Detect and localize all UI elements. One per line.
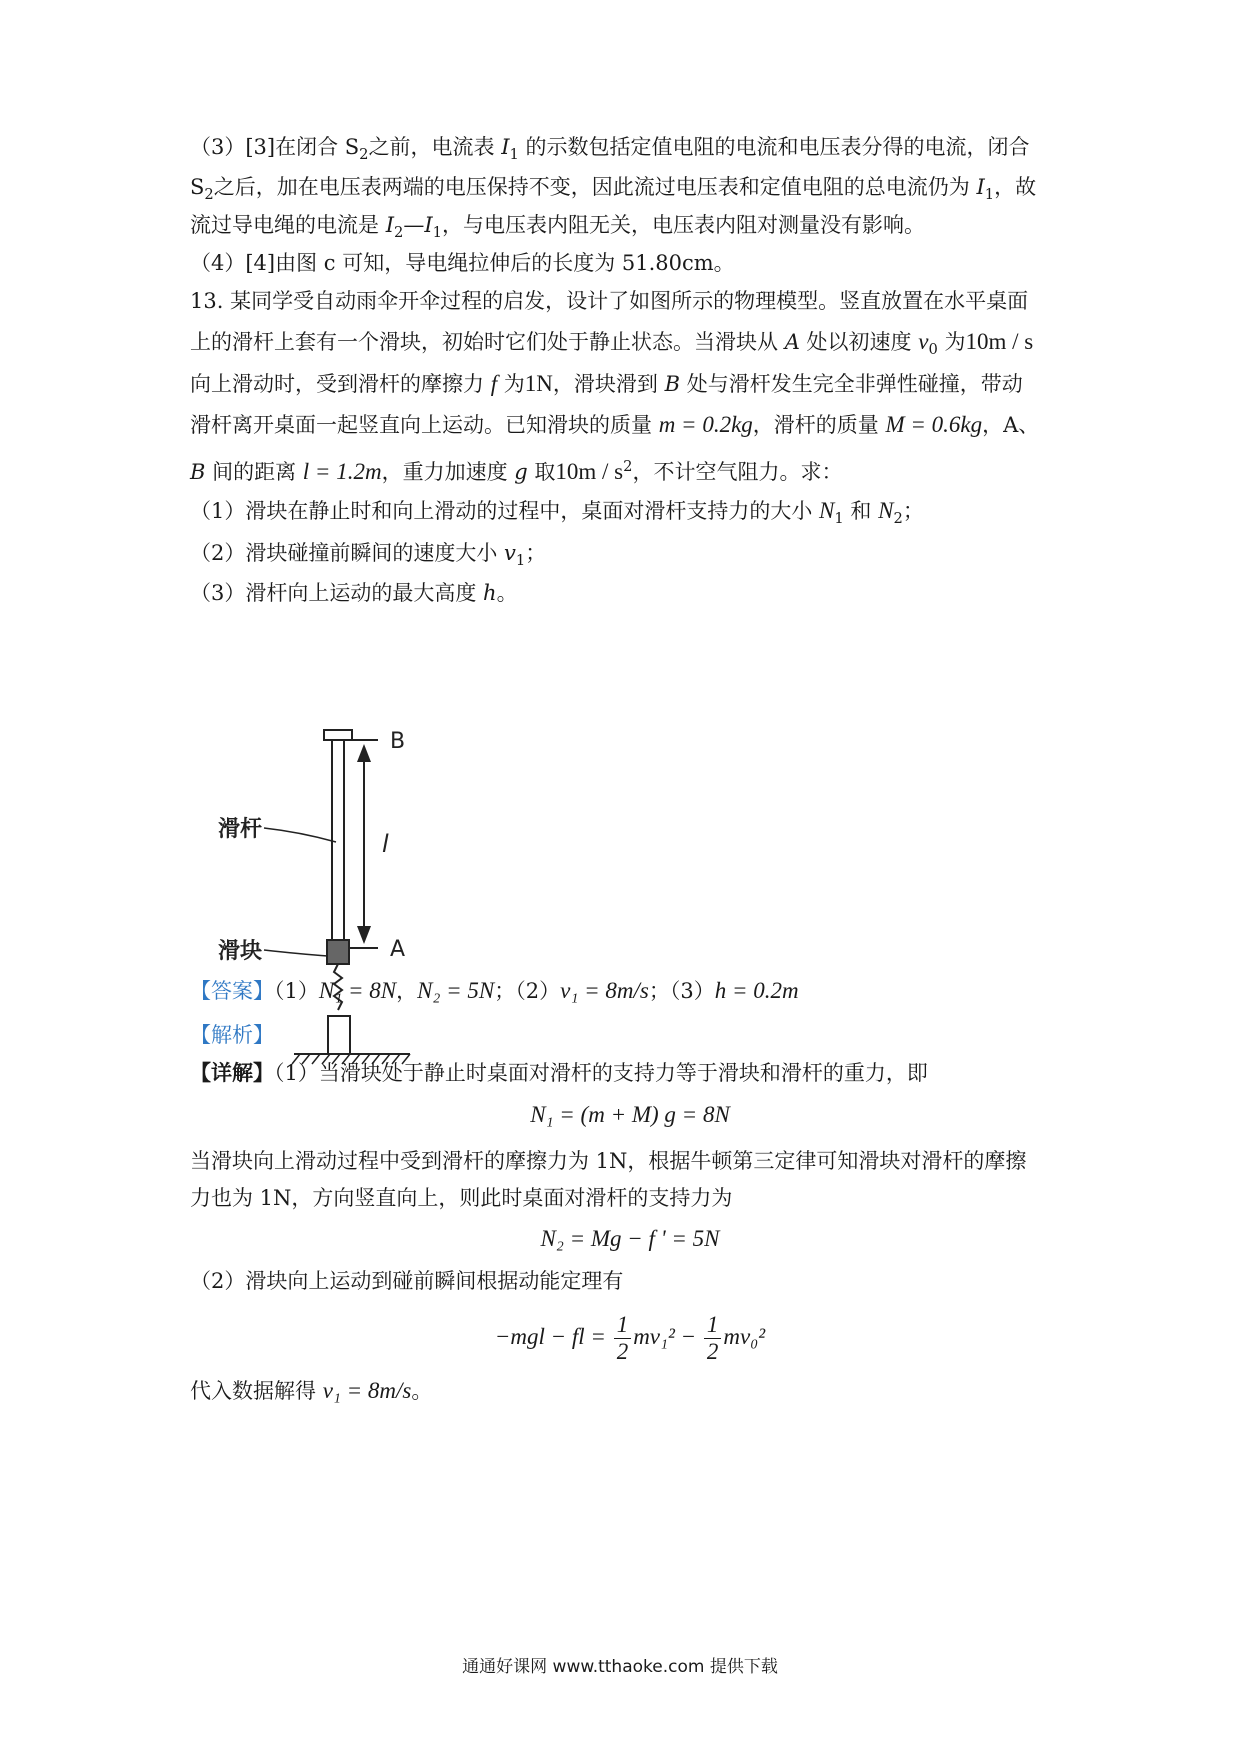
label-b: B bbox=[390, 729, 406, 754]
slider-block bbox=[327, 940, 349, 964]
q13-sub3: （3）滑杆向上运动的最大高度 h。 bbox=[190, 581, 518, 605]
prev-part3-line3: 流过导电绳的电流是 $I_2—I_1$，与电压表内阻无关，电压表内阻对测量没有影响。 bbox=[190, 213, 925, 242]
footer-watermark: 通通好课网 www.tthaoke.com 提供下载 bbox=[462, 1657, 778, 1677]
detail-line1: 【详解】（1）当滑块处于静止时桌面对滑杆的支持力等于滑块和滑杆的重力，即 bbox=[190, 1060, 928, 1085]
analysis-tag: 【解析】 bbox=[190, 1023, 274, 1047]
equation-1: N₁ = (m + M) g = 8N bbox=[530, 1102, 730, 1127]
answer-line: 【答案】（1）N₁ = 8N，N₂ = 5N；（2）v₁ = 8m/s；（3）h = 0.2m bbox=[190, 978, 799, 1003]
q13-line2: 上的滑杆上套有一个滑块，初始时它们处于静止状态。当滑块从 A 处以初速度 $v_0$ 为10m / s bbox=[190, 329, 1034, 359]
equation-2: N₂ = Mg − f ' = 5N bbox=[540, 1226, 720, 1251]
label-a: A bbox=[390, 937, 406, 962]
label-l: l bbox=[382, 830, 389, 858]
q13-line1: 13. 某同学受自动雨伞开伞过程的启发，设计了如图所示的物理模型。竖直放置在水平桌面 bbox=[190, 289, 1029, 313]
block-leader-line bbox=[264, 950, 328, 956]
q13-line3: 向上滑动时，受到滑杆的摩擦力 f 为1N，滑块滑到 B 处与滑杆发生完全非弹性碰撞，带动 bbox=[190, 371, 1023, 396]
fraction-half-2: $\frac{1}{2}$ bbox=[704, 1312, 722, 1365]
rod bbox=[332, 740, 344, 940]
rod-top-cap bbox=[324, 730, 352, 740]
detail-line5: 代入数据解得 v₁ = 8m/s。 bbox=[190, 1378, 433, 1403]
q13-line5: B 间的距离 l = 1.2m，重力加速度 g 取$10m / s^2$，不计空气阻力。求： bbox=[190, 458, 843, 484]
q13-line4: 滑杆离开桌面一起竖直向上运动。已知滑块的质量 m = 0.2kg，滑杆的质量 M = 0.6kg，A、 bbox=[190, 412, 1040, 437]
prev-part4-line: （4）[4]由图 c 可知，导电绳拉伸后的长度为 51.80cm。 bbox=[190, 251, 735, 275]
arrow-down-head bbox=[357, 926, 371, 944]
q13-sub2: （2）滑块碰撞前瞬间的速度大小 $v_1$； bbox=[190, 541, 547, 570]
fraction-half-1: $\frac{1}{2}$ bbox=[614, 1312, 632, 1365]
label-rod: 滑杆 bbox=[218, 817, 263, 842]
equation-3: −mgl − fl = $\frac{1}{2}$ mv₁² − $\frac{1}{2}$ mv₀² bbox=[494, 1312, 766, 1365]
prev-part3-line2: $S_2$之后，加在电压表两端的电压保持不变，因此流过电压表和定值电阻的总电流仍为 $I_1$，故 bbox=[190, 175, 1037, 204]
label-block: 滑块 bbox=[218, 939, 263, 964]
q13-sub1: （1）滑块在静止时和向上滑动的过程中，桌面对滑杆支持力的大小 $N_1$ 和 $N_2$； bbox=[190, 498, 924, 528]
arrow-up-head bbox=[357, 744, 371, 762]
detail-line2: 当滑块向上滑动过程中受到滑杆的摩擦力为 1N，根据牛顿第三定律可知滑块对滑杆的摩擦 bbox=[190, 1149, 1027, 1173]
detail-line3: 力也为 1N，方向竖直向上，则此时桌面对滑杆的支持力为 bbox=[190, 1186, 733, 1210]
prev-part3-line1: （3）[3]在闭合 $S_2$之前，电流表 $I_1$ 的示数包括定值电阻的电流和电压表分得的电流，闭合 bbox=[190, 135, 1030, 164]
detail-line4: （2）滑块向上运动到碰前瞬间根据动能定理有 bbox=[190, 1269, 624, 1293]
rod-leader-line bbox=[264, 828, 336, 842]
